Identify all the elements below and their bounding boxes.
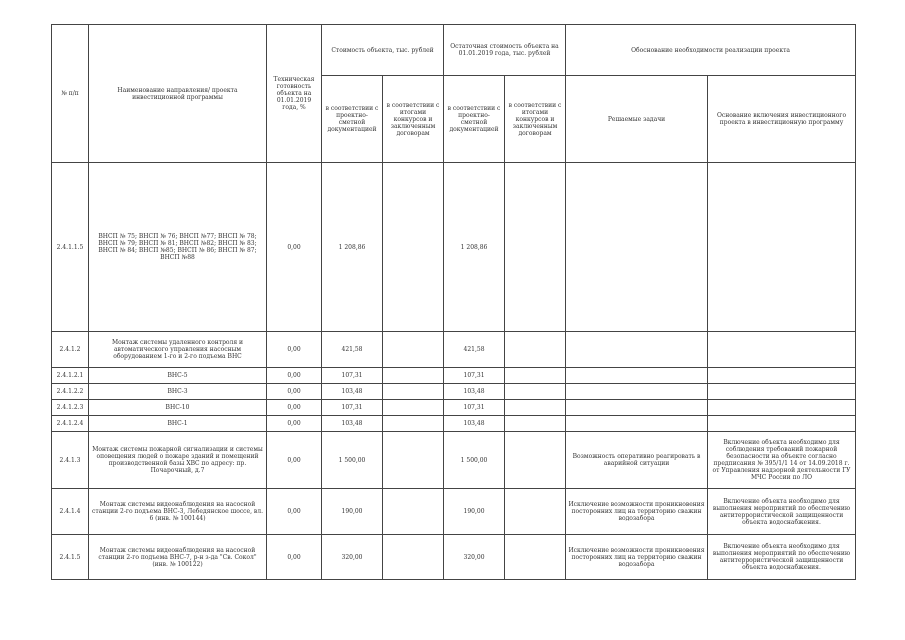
row-tasks xyxy=(566,400,708,416)
row-num: 2.4.1.5 xyxy=(52,535,89,580)
header-justification-group: Обоснование необходимости реализации проекта xyxy=(566,25,856,76)
row-res-design: 103,48 xyxy=(444,384,505,400)
row-res-contracts xyxy=(505,368,566,384)
row-readiness: 0,00 xyxy=(267,400,322,416)
row-res-design: 421,58 xyxy=(444,332,505,368)
row-name: ВНС-3 xyxy=(89,384,267,400)
row-res-contracts xyxy=(505,332,566,368)
table-row xyxy=(52,400,856,416)
row-num: 2.4.1.3 xyxy=(52,432,89,489)
row-cost-design: 1 500,00 xyxy=(322,432,383,489)
table-row xyxy=(52,163,856,332)
row-name: ВНС-10 xyxy=(89,400,267,416)
row-res-contracts xyxy=(505,416,566,432)
row-cost-design: 320,00 xyxy=(322,535,383,580)
row-cost-design: 190,00 xyxy=(322,489,383,535)
row-cost-contracts xyxy=(383,416,444,432)
row-name: Монтаж системы видеонаблюдения на насосной станции 2-го подъема ВНС-7, р-н з-да "Св. Сокол" (инв. № 100122) xyxy=(89,535,267,580)
header-name: Наименование направления/ проекта инвестиционной программы xyxy=(89,25,267,163)
row-res-design: 190,00 xyxy=(444,489,505,535)
row-cost-contracts xyxy=(383,163,444,332)
header-residual-group: Остаточная стоимость объекта на 01.01.2019 года, тыс. рублей xyxy=(444,25,566,76)
row-cost-design: 1 208,86 xyxy=(322,163,383,332)
row-name: ВНСП № 75; ВНСП № 76; ВНСП №77; ВНСП № 78; ВНСП № 79; ВНСП № 81; ВНСП №82; ВНСП № 83; ВНСП № 84; ВНСП №85; ВНСП № 86; ВНСП № 87; ВНСП №88 xyxy=(89,163,267,332)
row-tasks: Исключение возможности проникновения посторонних лиц на территорию сважин водозабора xyxy=(566,489,708,535)
row-readiness: 0,00 xyxy=(267,489,322,535)
table-row xyxy=(52,384,856,400)
table-row xyxy=(52,489,856,535)
header-res-contracts: в соответствии с итогами конкурсов и заключенным договорам xyxy=(505,76,566,163)
row-res-contracts xyxy=(505,535,566,580)
row-cost-contracts xyxy=(383,368,444,384)
row-basis xyxy=(708,332,856,368)
row-tasks: Исключение возможности проникновения посторонних лиц на территорию сважин водозабора xyxy=(566,535,708,580)
row-tasks xyxy=(566,332,708,368)
row-cost-design: 103,48 xyxy=(322,384,383,400)
row-tasks xyxy=(566,384,708,400)
row-readiness: 0,00 xyxy=(267,432,322,489)
row-cost-design: 107,31 xyxy=(322,368,383,384)
row-res-design: 1 208,86 xyxy=(444,163,505,332)
row-readiness: 0,00 xyxy=(267,163,322,332)
row-res-contracts xyxy=(505,432,566,489)
row-num: 2.4.1.2.1 xyxy=(52,368,89,384)
row-name: Монтаж системы удаленного контроля и автоматического управления насосным оборудованием 1-го и 2-го подъема ВНС xyxy=(89,332,267,368)
row-num: 2.4.1.2 xyxy=(52,332,89,368)
row-cost-contracts xyxy=(383,535,444,580)
row-cost-contracts xyxy=(383,400,444,416)
row-res-design: 320,00 xyxy=(444,535,505,580)
row-basis xyxy=(708,163,856,332)
row-basis xyxy=(708,368,856,384)
row-name: ВНС-1 xyxy=(89,416,267,432)
table-row xyxy=(52,368,856,384)
header-readiness: Техническая готовность объекта на 01.01.2019 года, % xyxy=(267,25,322,163)
row-tasks xyxy=(566,163,708,332)
row-readiness: 0,00 xyxy=(267,332,322,368)
row-cost-contracts xyxy=(383,432,444,489)
row-cost-contracts xyxy=(383,332,444,368)
row-basis: Включение объекта необходимо для выполнения мероприятий по обеспечению антитеррористической защищенности объекта водоснабжения. xyxy=(708,535,856,580)
row-res-design: 107,31 xyxy=(444,400,505,416)
row-res-contracts xyxy=(505,489,566,535)
row-res-contracts xyxy=(505,384,566,400)
header-row-1 xyxy=(52,25,856,76)
table-row xyxy=(52,432,856,489)
header-res-design: в соответствии с проектно-сметной документацией xyxy=(444,76,505,163)
row-res-design: 107,31 xyxy=(444,368,505,384)
table-row xyxy=(52,332,856,368)
row-num: 2.4.1.2.2 xyxy=(52,384,89,400)
header-cost-contracts: в соответствии с итогами конкурсов и заключенным договорам xyxy=(383,76,444,163)
row-num: 2.4.1.2.4 xyxy=(52,416,89,432)
row-basis: Включение объекта необходимо для соблюдения требований пожарной безопасности на объекте согласно предписания № 395/1/1 14 от 14.09.2018 г. от Управления надзорной деятельности ГУ МЧС России по ЛО xyxy=(708,432,856,489)
row-name: Монтаж системы пожарной сигнализации и системы оповещения людей о пожаре зданий и помещений производственной базы ХВС по адресу: пр. Почарочный, д.7 xyxy=(89,432,267,489)
row-num: 2.4.1.2.3 xyxy=(52,400,89,416)
row-res-design: 103,48 xyxy=(444,416,505,432)
header-basis: Основание включения инвестиционного проекта в инвестиционную программу xyxy=(708,76,856,163)
investment-program-table xyxy=(51,24,856,580)
row-readiness: 0,00 xyxy=(267,384,322,400)
row-basis xyxy=(708,384,856,400)
row-name: Монтаж системы видеонаблюдения на насосной станции 2-го подъема ВНС-3, Лебедянское шоссе, вл. 6 (инв. № 100144) xyxy=(89,489,267,535)
table-row xyxy=(52,535,856,580)
header-num: № п/п xyxy=(52,25,89,163)
row-basis xyxy=(708,416,856,432)
row-res-contracts xyxy=(505,163,566,332)
row-num: 2.4.1.4 xyxy=(52,489,89,535)
header-cost-design: в соответствии с проектно-сметной документацией xyxy=(322,76,383,163)
header-tasks: Решаемые задачи xyxy=(566,76,708,163)
row-tasks xyxy=(566,368,708,384)
header-cost-group: Стоимость объекта, тыс. рублей xyxy=(322,25,444,76)
table-row xyxy=(52,416,856,432)
row-readiness: 0,00 xyxy=(267,416,322,432)
row-cost-design: 421,58 xyxy=(322,332,383,368)
row-cost-design: 103,48 xyxy=(322,416,383,432)
row-cost-design: 107,31 xyxy=(322,400,383,416)
row-num: 2.4.1.1.5 xyxy=(52,163,89,332)
row-readiness: 0,00 xyxy=(267,368,322,384)
row-tasks: Возможность оперативно реагировать в аварийной ситуации xyxy=(566,432,708,489)
row-readiness: 0,00 xyxy=(267,535,322,580)
row-cost-contracts xyxy=(383,489,444,535)
row-cost-contracts xyxy=(383,384,444,400)
row-res-contracts xyxy=(505,400,566,416)
row-basis xyxy=(708,400,856,416)
row-basis: Включение объекта необходимо для выполнения мероприятий по обеспечению антитеррористической защищенности объекта водоснабжения. xyxy=(708,489,856,535)
row-res-design: 1 500,00 xyxy=(444,432,505,489)
row-name: ВНС-5 xyxy=(89,368,267,384)
row-tasks xyxy=(566,416,708,432)
